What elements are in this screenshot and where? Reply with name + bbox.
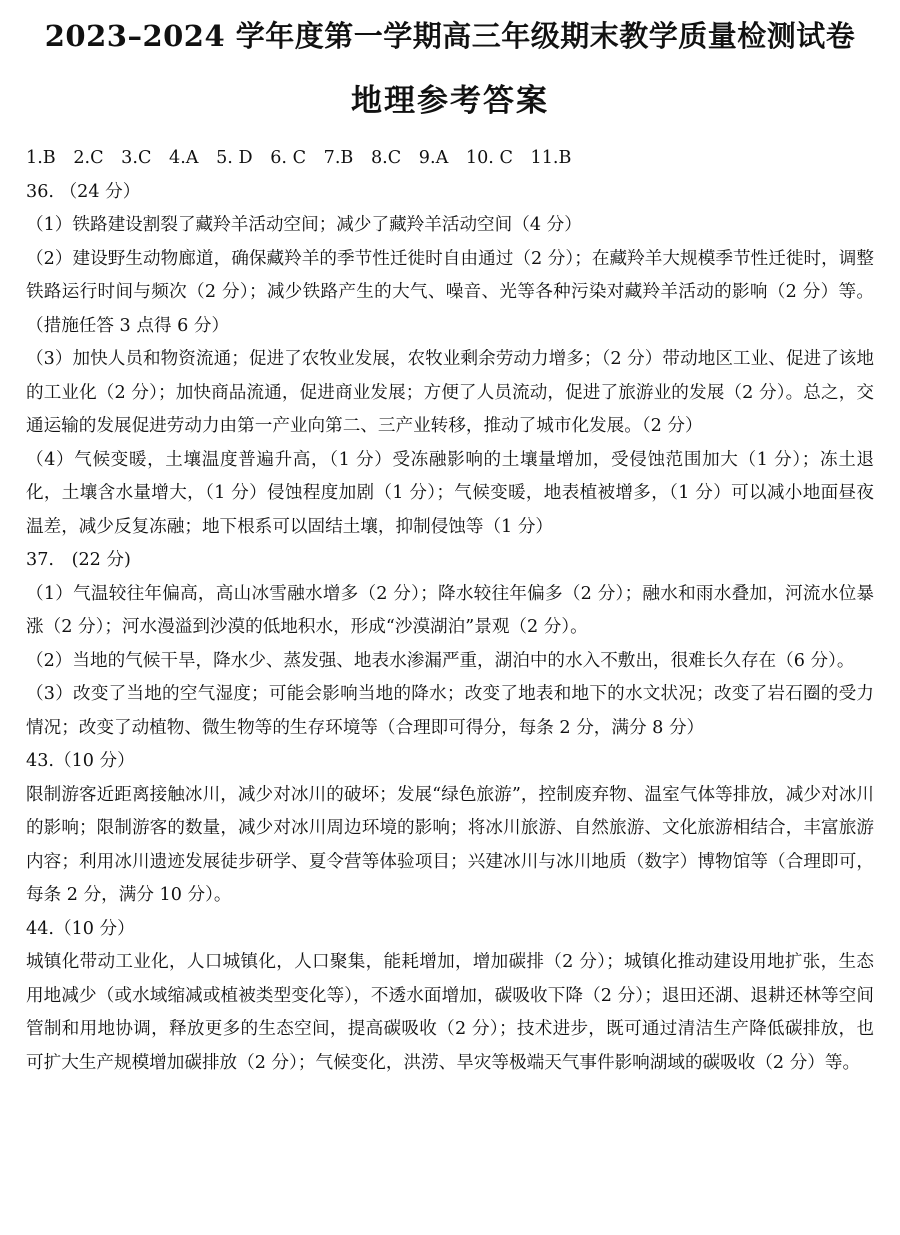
document-title: 地理参考答案 (351, 83, 549, 119)
question-44-heading: 44.（10 分） (26, 918, 135, 939)
choice-answer: 1.B (26, 148, 56, 168)
question-43-heading: 43.（10 分） (26, 751, 135, 771)
choice-answer: 11.B (530, 148, 572, 168)
answer-body (26, 142, 874, 1080)
choice-answer: 7.B (323, 148, 354, 168)
choice-answer: 6. C (270, 148, 307, 168)
question-37-part-2: （2）当地的气候干旱，降水少、蒸发强、地表水渗漏严重，湖泊中的水入不敷出，很难长久存在（6 分）。 (26, 650, 855, 671)
question-37-part-3: （3）改变了当地的空气湿度；可能会影响当地的降水；改变了地表和地下的水文状况；改变了岩石圈的受力情况；改变了动植物、微生物等的生存环境等（合理即可得分，每条 2 分，满分 8 分） (26, 684, 874, 738)
choice-answer: 8.C (370, 148, 402, 168)
question-36-part-1: （1）铁路建设割裂了藏羚羊活动空间；减少了藏羚羊活动空间（4 分） (26, 215, 582, 235)
question-43-answer: 限制游客近距离接触冰川，减少对冰川的破坏；发展“绿色旅游”，控制废弃物、温室气体等排放，减少对冰川的影响；限制游客的数量，减少对冰川周边环境的影响；将冰川旅游、自然旅游、文化旅游相结合，丰富旅游内容；利用冰川遗迹发展徒步研学、夏令营等体验项目；兴建冰川与冰川地质（数字）博物馆等（合理即可，每条 2 分，满分 10 分）。 (26, 784, 874, 905)
choice-answer: 3.C (121, 148, 152, 168)
question-36-part-2: （2）建设野生动物廊道，确保藏羚羊的季节性迁徙时自由通过（2 分）；在藏羚羊大规模季节性迁徙时，调整铁路运行时间与频次（2 分）；减少铁路产生的大气、噪音、光等各种污染对藏羚羊活动的影响（2 分）等。（措施任答 3 点得 6 分） (26, 248, 874, 336)
question-44-answer: 城镇化带动工业化，人口城镇化，人口聚集，能耗增加，增加碳排（2 分）；城镇化推动建设用地扩张，生态用地减少（或水域缩减或植被类型变化等），不透水面增加，碳吸收下降（2 分）；退田还湖、退耕还林等空间管制和用地协调，释放更多的生态空间，提高碳吸收（2 分）；技术进步，既可通过清洁生产降低碳排放，也可扩大生产规模增加碳排放（2 分）；气候变化，洪涝、旱灾等极端天气事件影响湖域的碳吸收（2 分）等。 (26, 952, 874, 1073)
question-37-heading: 37. (22 分) (26, 550, 131, 570)
choice-answers-row (26, 142, 874, 176)
question-36-part-3: （3）加快人员和物资流通；促进了农牧业发展，农牧业剩余劳动力增多；（2 分）带动地区工业、促进了该地的工业化（2 分）；加快商品流通，促进商业发展；方便了人员流动，促进了旅游业的发展（2 分）。总之，交通运输的发展促进劳动力由第一产业向第二、三产业转移，推动了城市化发展。（2 分） (26, 349, 874, 436)
choice-answer: 2.C (73, 148, 104, 168)
question-37-part-1: （1）气温较往年偏高，高山冰雪融水增多（2 分）；降水较往年偏多（2 分）；融水和雨水叠加，河流水位暴涨（2 分）；河水漫溢到沙漠的低地积水，形成“沙漠湖泊”景观（2 分）。 (26, 583, 874, 637)
choice-answer: 9.A (418, 148, 449, 168)
question-36-heading: 36. （24 分） (26, 181, 141, 202)
exam-title: 2023–2024 学年度第一学期高三年级期末教学质量检测试卷 (44, 19, 856, 53)
choice-answer: 10. C (465, 148, 513, 168)
choice-answer: 4.A (169, 148, 199, 168)
question-36-part-4: （4）气候变暖，土壤温度普遍升高，（1 分）受冻融影响的土壤量增加，受侵蚀范围加大（1 分）；冻土退化，土壤含水量增大，（1 分）侵蚀程度加剧（1 分）；气候变暖，地表植被增多，（1 分）可以减小地面昼夜温差，减少反复冻融；地下根系可以固结土壤，抑制侵蚀等（1 分） (26, 449, 874, 537)
choice-answer: 5. D (216, 148, 253, 168)
